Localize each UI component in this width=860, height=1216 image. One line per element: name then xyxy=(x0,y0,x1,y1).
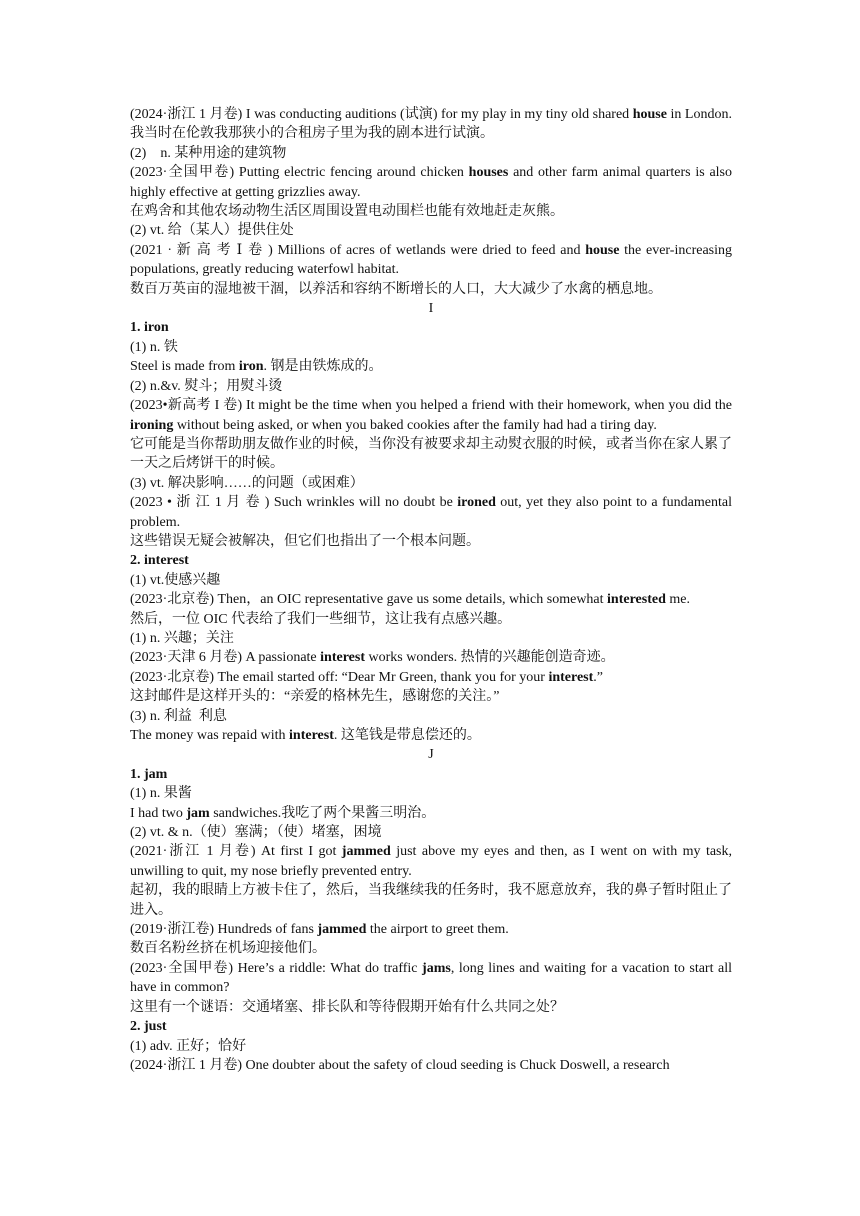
text-line: 起初，我的眼睛上方被卡住了，然后，当我继续我的任务时，我不愿意放弃，我的鼻子暂时阻止了进入。 xyxy=(130,883,732,918)
text-line: (2023·全国甲卷) Here’s a riddle: What do traffic jams, long lines and waiting for a vacation to start all have in common? xyxy=(130,960,732,996)
text-line: (2021·浙江 1 月卷) At first I got jammed just above my eyes and then, as I went on with my task, unwilling to quit, my nose briefly prevented entry. xyxy=(130,844,733,879)
text-line: (2023•新高考 I 卷) It might be the time when you helped a friend with their homework, when you did the ironing without being asked, or when you baked cookies after the family had had a tiring day. xyxy=(130,398,732,433)
text-line: 在鸡舍和其他农场动物生活区周围设置电动围栏也能有效地赶走灰熊。 xyxy=(130,204,564,220)
text-line: 这封邮件是这样开头的：“亲爱的格林先生，感谢您的关注。” xyxy=(130,689,500,705)
text-line: (1) adv. 正好；恰好 xyxy=(130,1038,247,1054)
text-line: (2023·北京卷) The email started off: “Dear Mr Green, thank you for your interest.” xyxy=(130,669,604,685)
text-line: (2023·天津 6 月卷) A passionate interest works wonders. 热情的兴趣能创造奇迹。 xyxy=(130,650,615,666)
text-line: (2019·浙江卷) Hundreds of fans jammed the airport to greet them. xyxy=(130,922,509,938)
text-line: (1) n. 铁 xyxy=(130,339,178,355)
text-line: (3) vt. 解决影响……的问题（或困难） xyxy=(130,475,364,491)
text-line: (1) vt.使感兴趣 xyxy=(130,572,221,588)
text-line: (2023·全国甲卷) Putting electric fencing around chicken houses and other farm animal quarters is also highly effective at getting grizzlies away. xyxy=(130,165,733,200)
text-line: (2) n. 某种用途的建筑物 xyxy=(130,145,287,161)
text-line: (1) n. 果酱 xyxy=(130,786,192,802)
text-line: 然后，一位 OIC 代表给了我们一些细节，这让我有点感兴趣。 xyxy=(130,611,512,627)
text-line: Steel is made from iron. 钢是由铁炼成的。 xyxy=(130,359,383,375)
section-letter: I xyxy=(428,301,434,317)
text-line: (2) vt. 给（某人）提供住处 xyxy=(130,223,294,239)
text-line: 2. just xyxy=(130,1019,167,1035)
text-line: (2023 • 浙 江 1 月 卷 ) Such wrinkles will no doubt be ironed out, yet they also point to a fundamental problem. xyxy=(130,495,732,530)
text-line: 这些错误无疑会被解决，但它们也指出了一个根本问题。 xyxy=(130,533,480,549)
text-line: (3) n. 利益 利息 xyxy=(130,708,227,724)
text-line: 数百万英亩的湿地被干涸，以养活和容纳不断增长的人口，大大减少了水禽的栖息地。 xyxy=(130,281,662,297)
text-line: I had two jam sandwiches.我吃了两个果酱三明治。 xyxy=(130,805,436,821)
text-line: 它可能是当你帮助朋友做作业的时候，当你没有被要求却主动熨衣服的时候，或者当你在家人累了一天之后烤饼干的时候。 xyxy=(130,436,732,472)
text-line: (2024·浙江 1 月卷) One doubter about the safety of cloud seeding is Chuck Doswell, a research xyxy=(130,1057,670,1073)
text-line: (1) n. 兴趣；关注 xyxy=(130,630,234,646)
text-line: (2) vt. & n.（使）塞满；（使）堵塞，困境 xyxy=(130,825,382,841)
text-line: The money was repaid with interest. 这笔钱是带息偿还的。 xyxy=(130,728,481,743)
text-line: 这里有一个谜语：交通堵塞、排长队和等待假期开始有什么共同之处？ xyxy=(130,999,564,1015)
text-line: 2. interest xyxy=(130,553,189,569)
text-line: (2) n.&v. 熨斗；用熨斗烫 xyxy=(130,378,283,394)
text-line: 1. iron xyxy=(130,320,169,336)
text-line: (2023·北京卷) Then，an OIC representative gave us some details, which somewhat interested me. xyxy=(130,592,690,608)
text-line: 数百名粉丝挤在机场迎接他们。 xyxy=(130,941,326,957)
text-line: (2021 · 新 高 考 Ⅰ 卷 ) Millions of acres of wetlands were dried to feed and house the ever-increasing populations, greatly reducing waterfowl habitat. xyxy=(130,242,732,278)
text-line: 1. jam xyxy=(130,766,168,782)
document-page xyxy=(130,105,732,1075)
section-letter: J xyxy=(428,747,434,763)
text-line: (2024·浙江 1 月卷) I was conducting auditions (试演) for my play in my tiny old shared house in London. 我当时在伦敦我那狭小的合租房子里为我的剧本进行试演。 xyxy=(130,107,732,142)
